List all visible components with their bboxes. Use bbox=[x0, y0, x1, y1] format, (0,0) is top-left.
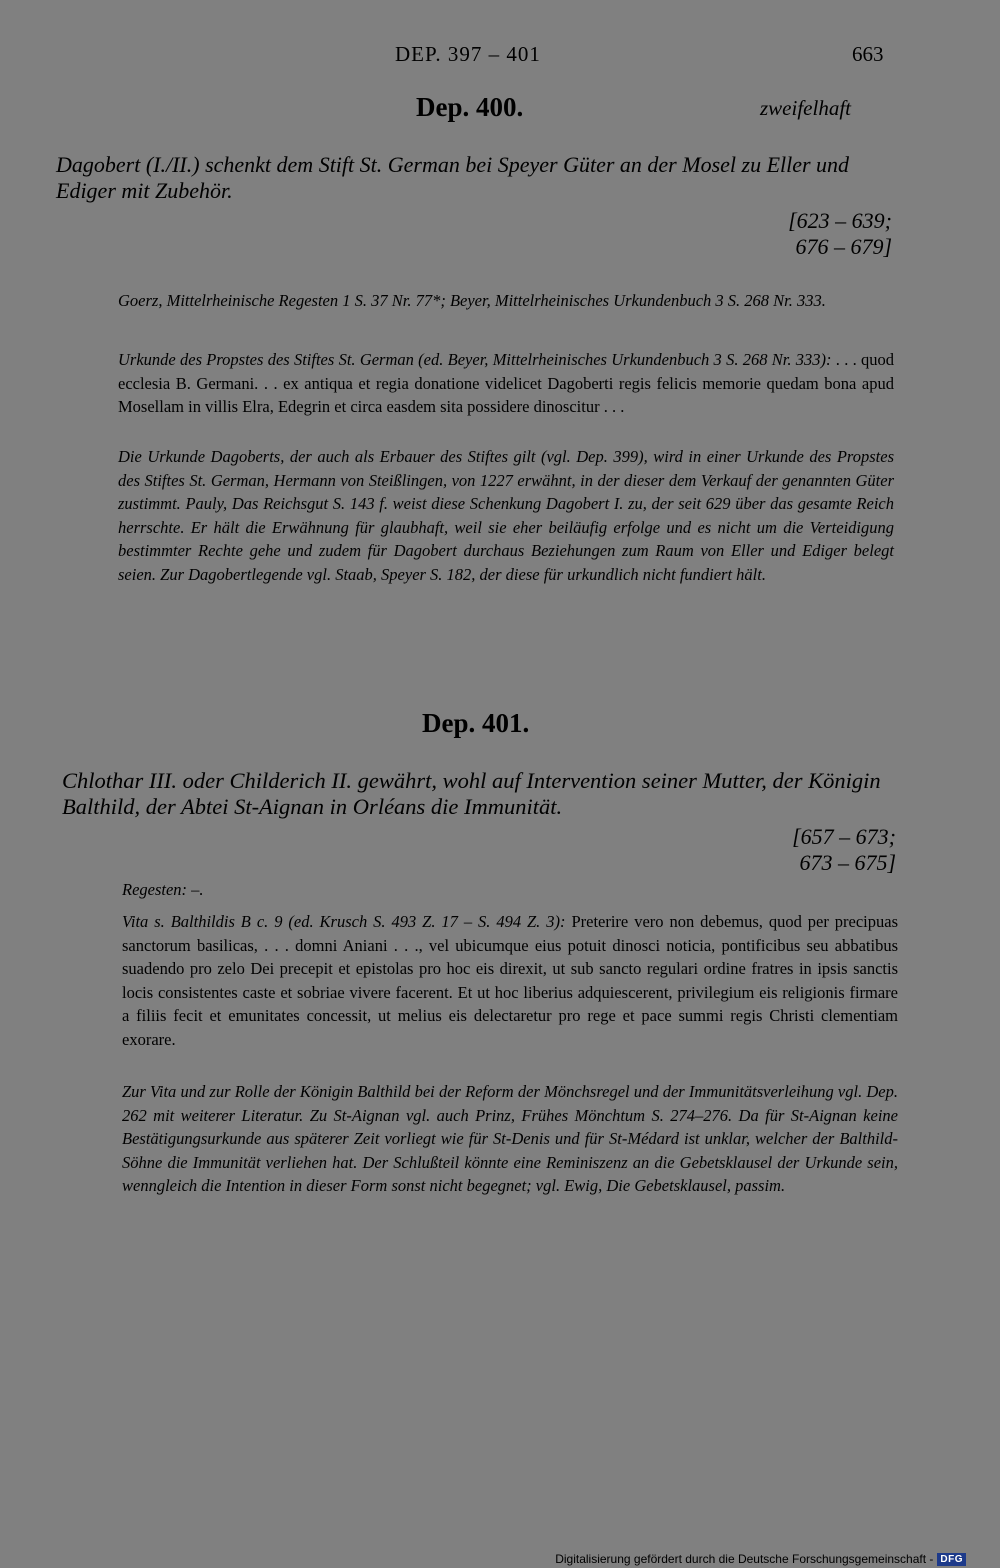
dep401-title: Dep. 401. bbox=[422, 708, 530, 738]
dep400-regesten: Goerz, Mittelrheinische Regesten 1 S. 37 Nr. 77*; Beyer, Mittelrheinisches Urkundenbuch 3 S. 268 Nr. 333. bbox=[118, 291, 826, 310]
dep401-summary: Chlothar III. oder Childerich II. gewährt, wohl auf Intervention seiner Mutter, der Königin Balthild, der Abtei St-Aignan in Orléans die Immunität. bbox=[62, 768, 881, 819]
page-number: 663 bbox=[852, 42, 884, 66]
dep401-source-reference: Vita s. Balthildis B c. 9 (ed. Krusch S. 493 Z. 17 – S. 494 Z. 3): bbox=[122, 912, 566, 931]
dep401-date-line1: [657 – 673; bbox=[792, 824, 896, 849]
page-header bbox=[0, 42, 1000, 72]
dfg-logo: DFG bbox=[937, 1553, 966, 1566]
dep400-title: Dep. 400. bbox=[416, 92, 524, 122]
dep401-date-line2: 673 – 675] bbox=[799, 850, 896, 875]
dep400-status: zweifelhaft bbox=[760, 96, 851, 120]
dep401-commentary: Zur Vita und zur Rolle der Königin Balthild bei der Reform der Mönchsregel und der Immunitätsverleihung vgl. Dep. 262 mit weiterer Literatur. Zu St-Aignan vgl. auch Prinz, Frühes Mönchtum S. 274–276. Da für St-Aignan keine Bestätigungsurkunde aus späterer Zeit vorliegt wie für St-Denis und für St-Médard ist unklar, welcher der Balthild-Söhne die Immunität verliehen hat. Der Schlußteil könnte eine Reminiszenz an die Gebetsklausel der Urkunde sein, wenngleich die Intention in dieser Form sonst nicht begegnet; vgl. Ewig, Die Gebetsklausel, passim. bbox=[122, 1082, 898, 1196]
dep401-regesten: Regesten: –. bbox=[122, 880, 204, 899]
dep400-date-line1: [623 – 639; bbox=[788, 208, 892, 233]
running-title: DEP. 397 – 401 bbox=[395, 42, 541, 66]
dep401-date bbox=[696, 824, 896, 876]
dep401-source-quote: Preterire vero non debemus, quod per precipuas sanctorum basilicas, . . . domni Aniani . . ., vel ubicumque eius potuit dinosci noticia, pontificibus seu abbatibus suadendo pro zelo Dei precepit et epistolas pro hoc eis direxit, ut sub sancto regulari ordine fratres in ipsis sanctis locis consistentes caste et sobriae vivere facerent. Et ut hoc liberius adquiescerent, privilegium eis religionis firmare a filiis fecit et emunitates concessit, ut melius eis delectaretur pro rege et pace summi regis Christi clementiam exorare. bbox=[122, 912, 899, 1049]
dep400-summary: Dagobert (I./II.) schenkt dem Stift St. German bei Speyer Güter an der Mosel zu Eller und Ediger mit Zubehör. bbox=[56, 152, 850, 203]
dep400-date-line2: 676 – 679] bbox=[795, 234, 892, 259]
digitization-footer bbox=[555, 1552, 966, 1566]
dep401-source bbox=[122, 910, 898, 1052]
footer-text: Digitalisierung gefördert durch die Deutsche Forschungsgemeinschaft - bbox=[555, 1552, 934, 1566]
dep400-source-reference: Urkunde des Propstes des Stiftes St. German (ed. Beyer, Mittelrheinisches Urkundenbuch 3 S. 268 Nr. 333): bbox=[118, 350, 832, 369]
dep400-date bbox=[692, 208, 892, 260]
dep400-source-quote: . . . quod ecclesia B. Germani. . . ex antiqua et regia donatione videlicet Dagoberti regis felicis memorie quedam bona apud Mosellam in villis Elra, Edegrin et circa easdem sita possidere dinoscitur . . . bbox=[118, 350, 895, 417]
dep400-commentary: Die Urkunde Dagoberts, der auch als Erbauer des Stiftes gilt (vgl. Dep. 399), wird in einer Urkunde des Propstes des Stiftes St. German, Hermann von Steißlingen, von 1227 erwähnt, in der dieser dem Verkauf der genannten Güter zustimmt. Pauly, Das Reichsgut S. 143 f. weist diese Schenkung Dagobert I. zu, der seit 629 über das gesamte Reich herrschte. Er hält die Erwähnung für glaubhaft, weil sie eher beiläufig erfolge und es nicht um die Verteidigung bestimmter Rechte gehe und zudem für Dagobert durchaus Beziehungen zum Raum von Eller und Ediger belegt seien. Zur Dagobertlegende vgl. Staab, Speyer S. 182, der diese für urkundlich nicht fundiert hält. bbox=[118, 447, 894, 584]
dep400-source bbox=[118, 348, 894, 419]
